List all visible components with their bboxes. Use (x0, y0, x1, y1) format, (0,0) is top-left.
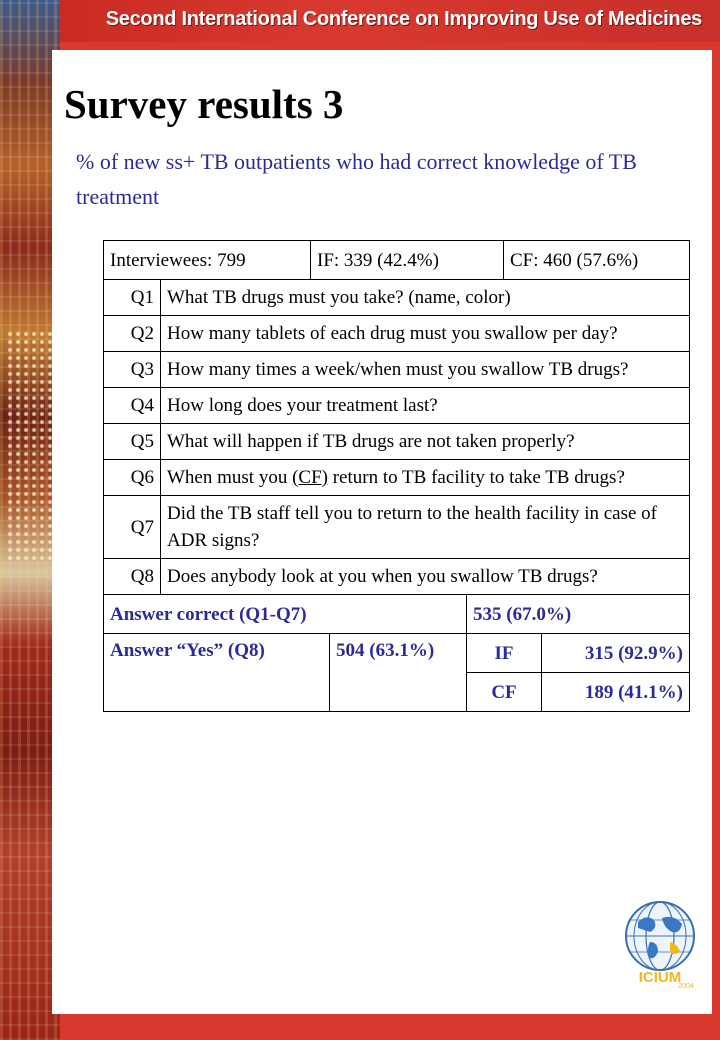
question-number: Q8 (104, 559, 161, 595)
table-header-row (104, 241, 690, 280)
icium-logo (620, 898, 700, 990)
table-row (104, 388, 690, 424)
table-row (104, 280, 690, 316)
answer-yes-value: 504 (63.1%) (330, 634, 467, 712)
temple-lattice (6, 330, 54, 560)
cf-count-cell: CF: 460 (57.6%) (504, 241, 690, 280)
question-text-part: When must you (167, 467, 293, 488)
if-value: 315 (92.9%) (542, 634, 690, 673)
question-text (161, 460, 690, 496)
slide-panel (52, 50, 712, 1014)
answer-yes-label: Answer “Yes” (Q8) (104, 634, 330, 712)
question-number: Q4 (104, 388, 161, 424)
slide-title: Survey results 3 (64, 81, 344, 127)
table-row (104, 496, 690, 559)
question-number: Q1 (104, 280, 161, 316)
question-number: Q3 (104, 352, 161, 388)
question-number: Q6 (104, 460, 161, 496)
answer-yes-row (104, 634, 690, 673)
question-number: Q2 (104, 316, 161, 352)
temple-decoration (0, 0, 60, 1040)
question-number: Q7 (104, 496, 161, 559)
table-row (104, 352, 690, 388)
question-text: Did the TB staff tell you to return to the health facility in case of ADR signs? (161, 496, 690, 559)
answer-correct-label: Answer correct (Q1-Q7) (104, 595, 467, 634)
banner-title: Second International Conference on Improving Use of Medicines (105, 8, 702, 30)
slide-subtitle: % of new ss+ TB outpatients who had correct knowledge of TB treatment (76, 149, 637, 209)
if-count-cell: IF: 339 (42.4%) (311, 241, 504, 280)
question-text: How many times a week/when must you swallow TB drugs? (161, 352, 690, 388)
question-text-part: return to TB facility to take TB drugs? (327, 467, 625, 488)
table-row (104, 559, 690, 595)
logo-text: ICIUM (638, 969, 682, 986)
question-text: How many tablets of each drug must you swallow per day? (161, 316, 690, 352)
logo-year: 2004 (678, 983, 694, 990)
survey-table (103, 240, 690, 712)
answer-correct-value: 535 (67.0%) (467, 595, 690, 634)
if-label: IF (467, 634, 542, 673)
cf-value: 189 (41.1%) (542, 673, 690, 712)
table-row (104, 460, 690, 496)
question-number: Q5 (104, 424, 161, 460)
cf-label: CF (467, 673, 542, 712)
table-row (104, 424, 690, 460)
interviewees-cell: Interviewees: 799 (104, 241, 311, 280)
conference-banner (60, 0, 720, 42)
table-row (104, 316, 690, 352)
question-text: What will happen if TB drugs are not taken properly? (161, 424, 690, 460)
question-text: Does anybody look at you when you swallow TB drugs? (161, 559, 690, 595)
question-text: What TB drugs must you take? (name, color) (161, 280, 690, 316)
answer-correct-row (104, 595, 690, 634)
question-text: How long does your treatment last? (161, 388, 690, 424)
cf-underline: (CF) (292, 467, 328, 488)
